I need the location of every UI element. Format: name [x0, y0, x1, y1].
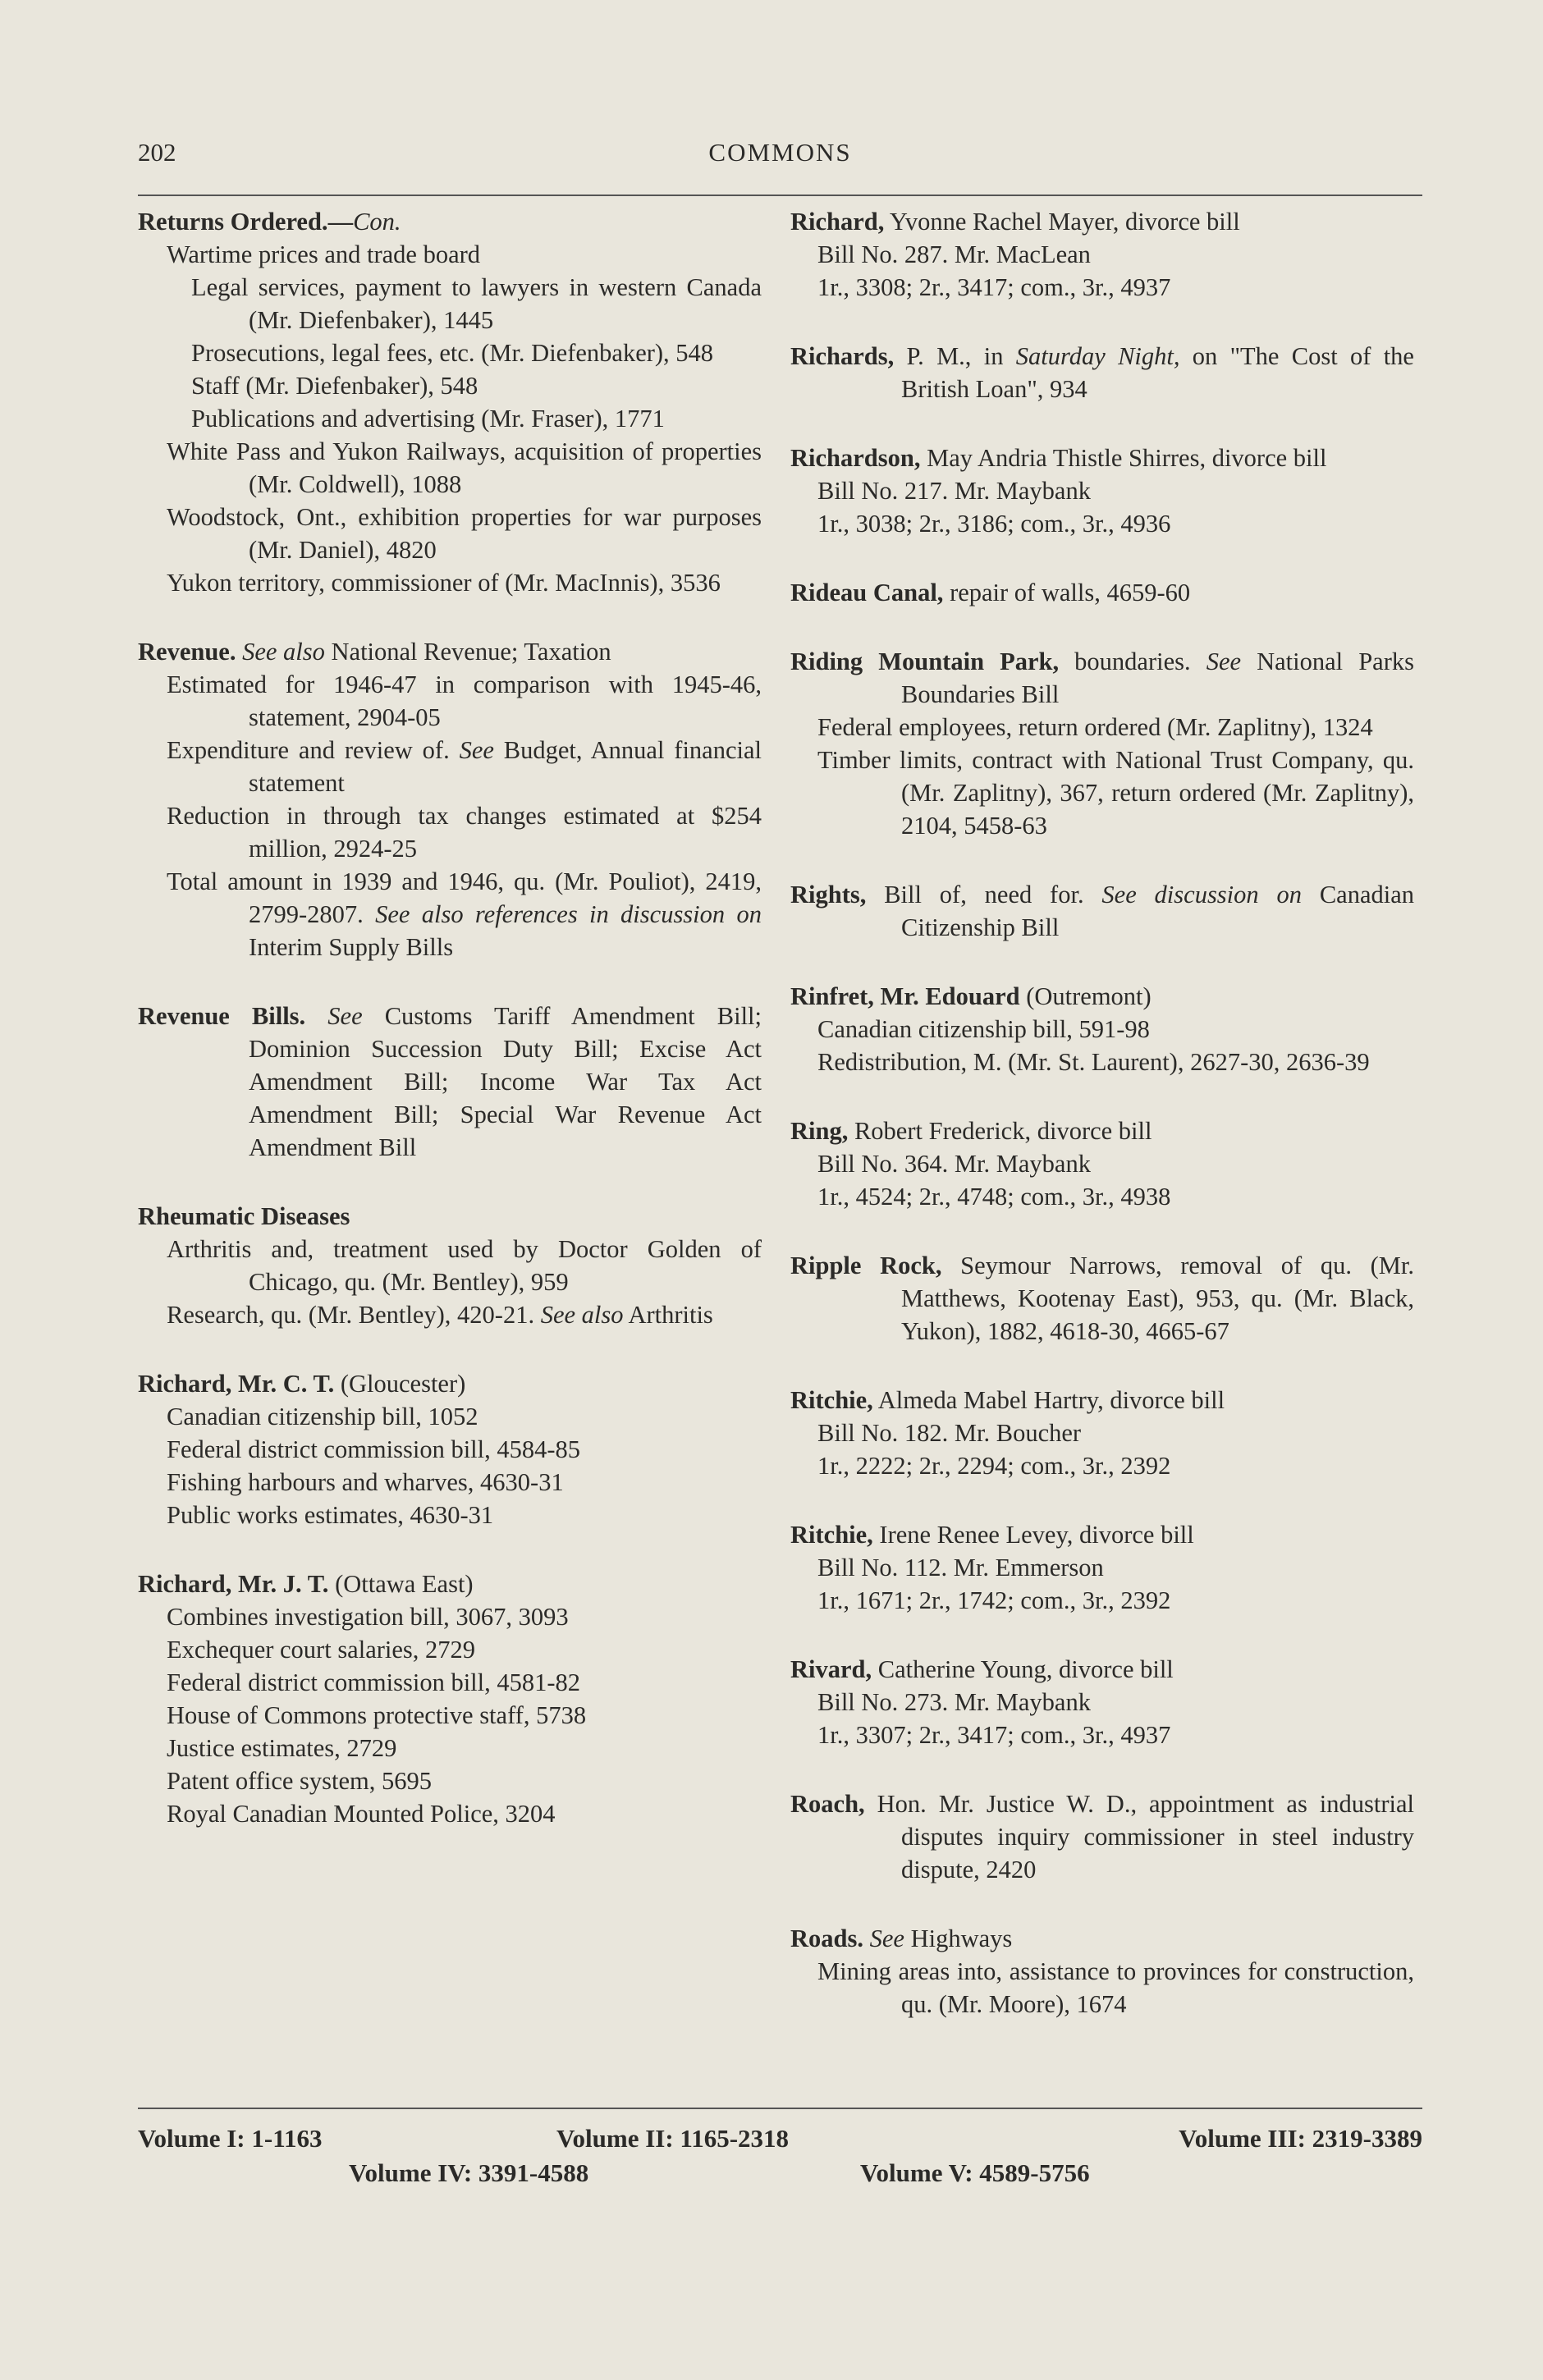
- entry-revenue: Revenue. See also National Revenue; Taxation Estimated for 1946-47 in comparison with 1945-46, statement, 2904-05 Expenditure and review of. See Budget, Annual financial statement Reduction in through tax changes estimated at $254 million, 2924-25 Total amount in 1939 and 1946, qu. (Mr. Pouliot), 2419, 2799-2807. See also references in discussion on Interim Supply Bills: [138, 635, 762, 963]
- entry-heading: Rideau Canal,: [790, 579, 944, 606]
- entry-rideau-canal: Rideau Canal, repair of walls, 4659-60: [790, 579, 1191, 606]
- subentry: Bill No. 273. Mr. Maybank: [817, 1688, 1091, 1716]
- entry-riding-mountain-park: Riding Mountain Park, boundaries. See National Parks Boundaries Bill Federal employees, return ordered (Mr. Zaplitny), 1324 Timber limits, contract with National Trust Company, qu. (Mr. Zaplitny), 367, return ordered (Mr. Zaplitny), 2104, 5458-63: [790, 645, 1414, 842]
- entry-richard-jt: Richard, Mr. J. T. (Ottawa East) Combines investigation bill, 3067, 3093 Exchequer court salaries, 2729 Federal district commission bill, 4581-82 House of Commons protective staff, 5738 Justice estimates, 2729 Patent office system, 5695 Royal Canadian Mounted Police, 3204: [138, 1568, 762, 1830]
- entry-heading: Roach,: [790, 1790, 865, 1818]
- subentry: Royal Canadian Mounted Police, 3204: [167, 1800, 556, 1828]
- header-rule: [138, 195, 1422, 196]
- subentry: Canadian citizenship bill, 591-98: [817, 1015, 1150, 1043]
- entry-heading: Riding Mountain Park,: [790, 648, 1060, 675]
- subentry: Bill No. 112. Mr. Emmerson: [817, 1554, 1104, 1581]
- entry-revenue-bills: Revenue Bills. See Customs Tariff Amendment Bill; Dominion Succession Duty Bill; Excise Act Amendment Bill; Income War Tax Act Amendment Bill; Special War Revenue Act Amendment Bill: [138, 1002, 762, 1161]
- subentry: Federal employees, return ordered (Mr. Zaplitny), 1324: [817, 713, 1373, 741]
- subentry: Bill No. 217. Mr. Maybank: [817, 477, 1091, 505]
- entry-rinfret: Rinfret, Mr. Edouard (Outremont) Canadian citizenship bill, 591-98 Redistribution, M. (Mr. St. Laurent), 2627-30, 2636-39: [790, 980, 1414, 1078]
- subentry: Research, qu. (Mr. Bentley), 420-21. See also Arthritis: [167, 1301, 713, 1329]
- entry-heading: Rinfret, Mr. Edouard: [790, 982, 1020, 1010]
- subentry: Woodstock, Ont., exhibition properties for war purposes (Mr. Daniel), 4820: [167, 503, 762, 564]
- entry-heading: Ring,: [790, 1117, 849, 1145]
- subentry: Federal district commission bill, 4584-85: [167, 1435, 581, 1463]
- page-number: 202: [138, 138, 176, 167]
- entry-heading: Rivard,: [790, 1655, 872, 1683]
- entry-rights: Rights, Bill of, need for. See discussion on Canadian Citizenship Bill: [790, 881, 1414, 941]
- entry-heading: Revenue Bills.: [138, 1002, 306, 1030]
- subentry: Timber limits, contract with National Trust Company, qu. (Mr. Zaplitny), 367, return ordered (Mr. Zaplitny), 2104, 5458-63: [817, 746, 1414, 840]
- entry-heading: Ritchie,: [790, 1521, 873, 1549]
- entry-heading: Richards,: [790, 342, 895, 370]
- subentry: Canadian citizenship bill, 1052: [167, 1403, 478, 1430]
- subentry: Bill No. 364. Mr. Maybank: [817, 1150, 1091, 1178]
- subentry: Exchequer court salaries, 2729: [167, 1636, 476, 1664]
- entry-heading: Richard, Mr. C. T.: [138, 1370, 335, 1398]
- subentry: Justice estimates, 2729: [167, 1734, 397, 1762]
- subsubentry: Staff (Mr. Diefenbaker), 548: [191, 372, 478, 400]
- subentry: 1r., 3307; 2r., 3417; com., 3r., 4937: [817, 1721, 1171, 1749]
- subentry: Federal district commission bill, 4581-82: [167, 1668, 581, 1696]
- subsubentry: Legal services, payment to lawyers in western Canada (Mr. Diefenbaker), 1445: [191, 273, 762, 334]
- entry-richards: Richards, P. M., in Saturday Night, on "The Cost of the British Loan", 934: [790, 342, 1414, 403]
- entry-returns-ordered: Returns Ordered.—Con. Wartime prices and trade board Legal services, payment to lawyers in western Canada (Mr. Diefenbaker), 1445 Prosecutions, legal fees, etc. (Mr. Diefenbaker), 548 Staff (Mr. Diefenbaker), 548 Publications and advertising (Mr. Fraser), 1771 White Pass and Yukon Railways, acquisition of properties (Mr. Coldwell), 1088 Woodstock, Ont., exhibition properties for war purposes (Mr. Daniel), 4820 Yukon territory, commissioner of (Mr. MacInnis), 3536: [138, 205, 762, 599]
- entry-rivard: Rivard, Catherine Young, divorce bill Bill No. 273. Mr. Maybank 1r., 3307; 2r., 3417; com., 3r., 4937: [790, 1653, 1414, 1751]
- volume-footer: [138, 2121, 1422, 2190]
- volume-4: Volume IV: 3391-4588: [349, 2158, 589, 2187]
- subentry: Reduction in through tax changes estimated at $254 million, 2924-25: [167, 802, 762, 863]
- subentry: Mining areas into, assistance to provinces for construction, qu. (Mr. Moore), 1674: [817, 1957, 1414, 2018]
- right-column: [790, 205, 1414, 2021]
- subentry: 1r., 3038; 2r., 3186; com., 3r., 4936: [817, 510, 1171, 538]
- subentry: Wartime prices and trade board: [167, 240, 481, 268]
- subentry: White Pass and Yukon Railways, acquisition of properties (Mr. Coldwell), 1088: [167, 437, 762, 498]
- subentry: Patent office system, 5695: [167, 1767, 433, 1795]
- subentry: 1r., 2222; 2r., 2294; com., 3r., 2392: [817, 1452, 1171, 1480]
- entry-richard-yvonne: Richard, Yvonne Rachel Mayer, divorce bill Bill No. 287. Mr. MacLean 1r., 3308; 2r., 3417; com., 3r., 4937: [790, 205, 1414, 304]
- volume-1: Volume I: 1-1163: [138, 2124, 323, 2153]
- footer-rule: [138, 2108, 1422, 2109]
- entry-heading: Richard,: [790, 208, 885, 236]
- entry-heading: Richard, Mr. J. T.: [138, 1570, 329, 1598]
- entry-rheumatic-diseases: [138, 1200, 762, 1331]
- entry-roach: Roach, Hon. Mr. Justice W. D., appointment as industrial disputes inquiry commissioner in steel industry dispute, 2420: [790, 1790, 1414, 1883]
- subentry: Yukon territory, commissioner of (Mr. MacInnis), 3536: [167, 569, 721, 597]
- entry-heading: Rheumatic Diseases: [138, 1202, 350, 1230]
- subentry: Fishing harbours and wharves, 4630-31: [167, 1468, 564, 1496]
- entry-richardson: Richardson, May Andria Thistle Shirres, divorce bill Bill No. 217. Mr. Maybank 1r., 3038; 2r., 3186; com., 3r., 4936: [790, 442, 1414, 540]
- volume-3: Volume III: 2319-3389: [1179, 2124, 1422, 2153]
- subentry: Public works estimates, 4630-31: [167, 1501, 494, 1529]
- entry-heading: Ritchie,: [790, 1386, 873, 1414]
- subentry: 1r., 4524; 2r., 4748; com., 3r., 4938: [817, 1183, 1171, 1211]
- subentry: House of Commons protective staff, 5738: [167, 1701, 587, 1729]
- subentry: Combines investigation bill, 3067, 3093: [167, 1603, 569, 1631]
- entry-roads: Roads. See Highways Mining areas into, assistance to provinces for construction, qu. (Mr. Moore), 1674: [790, 1922, 1414, 2021]
- page-header: [138, 138, 1422, 179]
- entry-heading: Rights,: [790, 881, 867, 909]
- entry-heading: Returns Ordered.: [138, 208, 328, 236]
- entry-ritchie-irene: Ritchie, Irene Renee Levey, divorce bill Bill No. 112. Mr. Emmerson 1r., 1671; 2r., 1742; com., 3r., 2392: [790, 1518, 1414, 1617]
- volume-5: Volume V: 4589-5756: [860, 2158, 1090, 2187]
- subsubentry: Publications and advertising (Mr. Fraser), 1771: [191, 405, 665, 433]
- subentry: Total amount in 1939 and 1946, qu. (Mr. Pouliot), 2419, 2799-2807. See also references in discussion on Interim Supply Bills: [167, 867, 762, 961]
- entry-heading: Revenue.: [138, 638, 236, 666]
- subentry: Estimated for 1946-47 in comparison with 1945-46, statement, 2904-05: [167, 671, 762, 731]
- entry-heading: Roads.: [790, 1925, 863, 1952]
- entry-ring: Ring, Robert Frederick, divorce bill Bill No. 364. Mr. Maybank 1r., 4524; 2r., 4748; com., 3r., 4938: [790, 1114, 1414, 1213]
- subentry: 1r., 1671; 2r., 1742; com., 3r., 2392: [817, 1586, 1171, 1614]
- left-column: [138, 205, 762, 1830]
- subentry: 1r., 3308; 2r., 3417; com., 3r., 4937: [817, 273, 1171, 301]
- subentry: Arthritis and, treatment used by Doctor Golden of Chicago, qu. (Mr. Bentley), 959: [167, 1235, 762, 1296]
- entry-ritchie-almeda: Ritchie, Almeda Mabel Hartry, divorce bill Bill No. 182. Mr. Boucher 1r., 2222; 2r., 2294; com., 3r., 2392: [790, 1384, 1414, 1482]
- running-head: COMMONS: [708, 138, 852, 167]
- volume-2: Volume II: 1165-2318: [556, 2124, 790, 2153]
- entry-richard-ct: Richard, Mr. C. T. (Gloucester) Canadian citizenship bill, 1052 Federal district commission bill, 4584-85 Fishing harbours and wharves, 4630-31 Public works estimates, 4630-31: [138, 1367, 762, 1531]
- subsubentry: Prosecutions, legal fees, etc. (Mr. Diefenbaker), 548: [191, 339, 714, 367]
- subentry: Redistribution, M. (Mr. St. Laurent), 2627-30, 2636-39: [817, 1048, 1370, 1076]
- subentry: Bill No. 182. Mr. Boucher: [817, 1419, 1082, 1447]
- subentry: Bill No. 287. Mr. MacLean: [817, 240, 1091, 268]
- entry-ripple-rock: Ripple Rock, Seymour Narrows, removal of qu. (Mr. Matthews, Kootenay East), 953, qu. (Mr. Black, Yukon), 1882, 4618-30, 4665-67: [790, 1252, 1414, 1345]
- entry-heading: Richardson,: [790, 444, 921, 472]
- entry-heading: Ripple Rock,: [790, 1252, 942, 1279]
- subentry: Expenditure and review of. See Budget, Annual financial statement: [167, 736, 762, 797]
